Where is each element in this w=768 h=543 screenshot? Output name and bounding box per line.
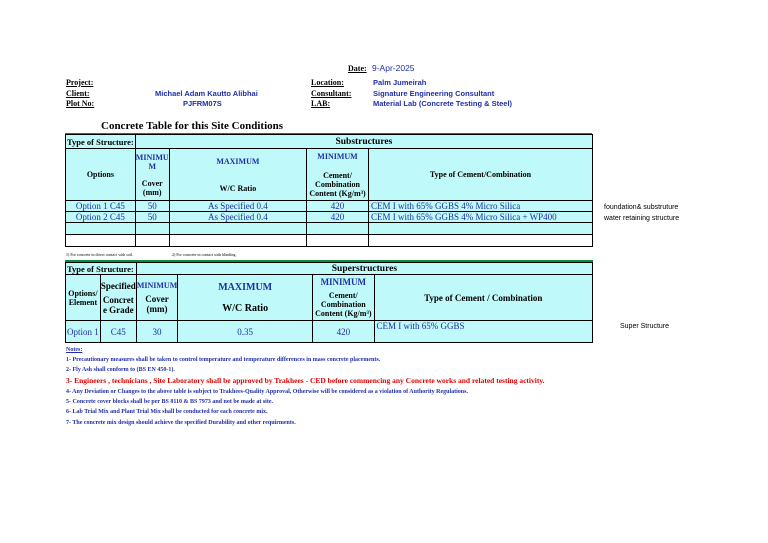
sub-col-max: MAXIMUM	[216, 156, 260, 166]
super-col-type: Type of Cement / Combination	[374, 275, 592, 321]
sub-row1-wc: As Specified 0.4	[169, 201, 306, 212]
sub-row1-content: 420	[307, 201, 369, 212]
notes-heading: Notes:	[66, 347, 83, 353]
super-type-label: Type of Structure:	[66, 263, 137, 275]
sub-empty-cell	[169, 223, 306, 235]
sub-empty-cell	[66, 223, 136, 235]
super-col-max: MAXIMUM	[218, 281, 273, 293]
page-title: Concrete Table for this Site Conditions	[101, 120, 284, 132]
sub-empty-cell	[135, 223, 169, 235]
location-value: Palm Jumeirah	[373, 78, 427, 87]
substructure-table	[65, 134, 593, 247]
lab-value: Material Lab (Concrete Testing & Steel)	[373, 99, 513, 108]
title-bar	[65, 119, 592, 135]
note-3: 3- Engineers , technicians , Site Laboratory shall be approved by Trakhees - CED before commencing any Concrete works and related testing activity.	[66, 376, 545, 385]
super-col-cement: Cement/ Combination Content (Kg/m³)	[315, 291, 372, 318]
date-label: Date:	[348, 64, 367, 73]
sub-col-options: Options	[66, 149, 136, 201]
super-section-title: Superstructures	[136, 263, 592, 275]
super-col-grade: Concret e Grade	[102, 294, 134, 315]
sub-row2-wc: As Specified 0.4	[169, 212, 306, 223]
sub-row2-content: 420	[307, 212, 369, 223]
super-col-min2: MINIMUM	[320, 277, 367, 287]
super-col-specified: Specified	[100, 280, 136, 291]
super-row-note: Super Structure	[620, 323, 670, 330]
super-row-grade: C45	[100, 321, 136, 343]
super-row-cover: 30	[136, 321, 177, 343]
sub-col-min2: MINIMUM	[317, 151, 358, 161]
sub-col-wc: W/C Ratio	[219, 183, 257, 193]
sub-footnote-2: 2) For concrete in contact with blinding.	[172, 252, 237, 257]
sub-footnote-1: 1) For concrete in direct contact with soil.	[66, 252, 134, 257]
sub-row1-type: CEM I with 65% GGBS 4% Micro Silica	[368, 201, 592, 212]
sub-col-min-top: MINIMU M	[135, 152, 169, 171]
sub-row2-cover: 50	[135, 212, 169, 223]
client-label: Client:	[66, 89, 90, 98]
sub-col-cover-cell	[135, 149, 169, 201]
super-col-min-top: MINIMUM	[136, 281, 178, 290]
sub-col-type: Type of Cement/Combination	[368, 149, 592, 201]
sub-empty-cell	[368, 235, 592, 247]
sub-row2-note: water retaining structure	[604, 215, 680, 222]
sub-col-cement-cell	[307, 149, 369, 201]
sub-empty-cell	[135, 235, 169, 247]
table-row	[66, 212, 593, 223]
super-col-options: Options/ Element	[66, 275, 101, 321]
consultant-value: Signature Engineering Consultant	[373, 89, 495, 98]
sub-empty-cell	[368, 223, 592, 235]
super-row-option: Option 1	[66, 321, 101, 343]
sub-empty-cell	[169, 235, 306, 247]
sub-col-cement: Cement/ Combination Content (Kg/m³)	[309, 170, 366, 198]
sub-row1-note: foundation& substruture	[604, 204, 679, 211]
super-col-grade-cell	[100, 275, 136, 321]
sub-row1-cover: 50	[135, 201, 169, 212]
note-1: 1- Precautionary measures shall be taken to control temperature and temperature differences in mass concrete placements.	[66, 357, 381, 363]
client-value: Michael Adam Kautto Alibhai	[155, 89, 258, 98]
location-label: Location:	[311, 78, 344, 87]
super-row-type: CEM I with 65% GGBS	[374, 321, 592, 343]
super-col-wc: W/C Ratio	[222, 302, 269, 314]
plot-label: Plot No:	[66, 99, 95, 108]
super-row-content: 420	[313, 321, 374, 343]
project-label: Project:	[66, 78, 94, 87]
super-col-cover: Cover (mm)	[145, 294, 169, 314]
date-value: 9-Apr-2025	[372, 63, 415, 73]
sub-empty-cell	[66, 235, 136, 247]
sub-section-title: Substructures	[135, 135, 592, 149]
sub-empty-cell	[307, 235, 369, 247]
sub-row2-option: Option 2 C45	[66, 212, 136, 223]
sub-row2-type: CEM I with 65% GGBS 4% Micro Silica + WP400	[368, 212, 592, 223]
sub-col-cover: Cover (mm)	[141, 178, 163, 197]
table-row	[66, 201, 593, 212]
table-row	[66, 235, 593, 247]
superstructure-table	[65, 262, 593, 343]
table-row	[66, 321, 593, 343]
sub-empty-cell	[307, 223, 369, 235]
sub-row1-option: Option 1 C45	[66, 201, 136, 212]
note-6: 6- Lab Trial Mix and Plant Trial Mix shall be conducted for each concrete mix.	[66, 409, 268, 415]
note-4: 4- Any Deviation or Changes to the above table is subject to Trakhees-Quality Approval, Otherwise will be considered as a violation of Authority Regulations.	[66, 389, 468, 395]
table-row	[66, 223, 593, 235]
lab-label: LAB:	[311, 99, 331, 108]
sub-type-label: Type of Structure:	[67, 136, 134, 147]
super-row-wc: 0.35	[178, 321, 313, 343]
super-col-cement-cell	[313, 275, 374, 321]
plot-value: PJFRM07S	[183, 99, 222, 108]
consultant-label: Consultant:	[311, 89, 352, 98]
super-col-cover-cell	[136, 275, 177, 321]
note-5: 5- Concrete cover blocks shall be per BS 8110 & BS 7973 and not be made at site.	[66, 399, 274, 405]
note-7: 7- The concrete mix design should achieve the specified Durability and other requirments.	[66, 420, 296, 426]
super-col-wc-cell	[178, 275, 313, 321]
sub-col-wc-cell	[169, 149, 306, 201]
note-2: 2- Fly Ash shall conform to (BS EN 450-1).	[66, 367, 175, 373]
